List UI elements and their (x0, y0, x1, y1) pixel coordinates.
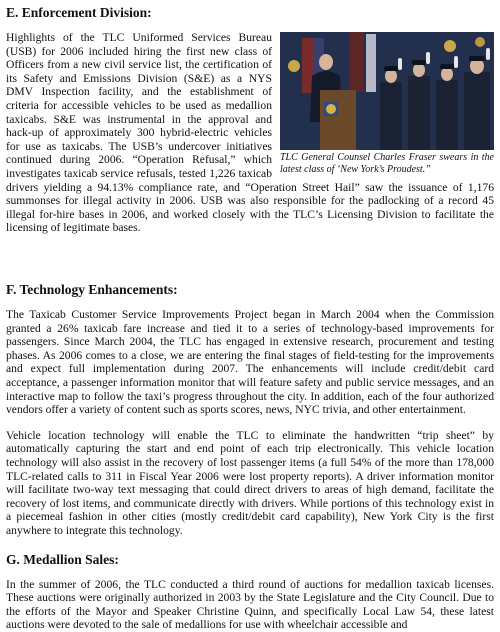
section-paragraph: In the summer of 2006, the TLC conducted a third round of auctions for medallion taxicab licenses. These auctions were originally authorized in 2003 by the State Legislature and the City Council. Due to the efforts of the Mayor and Speaker Christine Quinn, and specifically Local Law 54, these latest auctions were devoted to the sale of medallions for use with wheelchair accessible and (6, 577, 494, 632)
section-medallion-sales (6, 552, 494, 632)
section-paragraph: Highlights of the TLC Uniformed Services Bureau (USB) for 2006 included hiring the first new class of Officers from a new civil service list, the certification of its Safety and Emissions Division (S&E) as a NYS DMV Inspection facility, and the establishment of criteria for accessible vehicles to be used as medallion taxicabs. S&E was instrumental in the approval and hack-up of approximately 300 hybrid-electric vehicles for use as taxicabs. The USB’s undercover initiatives continued during 2006. “Operation Refusal,” which investigates taxicab service refusals, tested 1,226 taxicab drivers yielding a 94.13% compliance rate, and “Operation Street Hail” saw the issuance of 1,176 summonses for illegal activity in 2006. USB was also responsible for the padlocking of a record 45 illegal for-hire bases in 2006, and worked closely with the TLC’s Licensing Division to facilitate the licensing of legitimate bases. (6, 31, 494, 235)
section-heading: G. Medallion Sales: (6, 551, 119, 567)
section-paragraph: Vehicle location technology will enable the TLC to eliminate the handwritten “trip sheet” by automatically capturing the start and end point of each trip electronically. This vehicle location technology will also assist in the recovery of lost passenger items (a full 54% of the more than 178,000 TLC-related calls to 311 in Fiscal Year 2006 were lost property reports). A driver information monitor will facilitate two-way text messaging that could direct drivers to areas of high demand, facilitate the recovery of lost items, and communicate directly with drivers. While portions of this technology exist in a piecemeal fashion in other cities (mostly credit/debit card capability), New York City is the first anywhere to integrate this technology. (6, 428, 494, 537)
section-technology-enhancements (6, 282, 494, 538)
swearing-in-photo (280, 32, 494, 150)
section-heading: F. Technology Enhancements: (6, 282, 178, 297)
section-paragraph: The Taxicab Customer Service Improvements Project began in March 2004 when the Commission granted a 26% taxicab fare increase and tied it to a series of technology-based improvements for passengers. Since March 2004, the TLC has engaged in extensive research, procurement and testing phases. As 2006 comes to a close, we are entering the final stages of field-testing for the improvements and expect full implementation during 2007. The enhancements will include credit/debit card acceptance, a passenger information monitor that will feature safety and public service messages, and an interactive map to follow the taxi’s progress throughout the city. In addition, each of the four authorized vendors offer a variety of content such as sports scores, news, NYC trivia, and other entertainment. (6, 308, 494, 417)
section-heading: E. Enforcement Division: (6, 5, 152, 20)
photo-caption: TLC General Counsel Charles Fraser swears in the latest class of ‘New York’s Proudest.” (280, 152, 494, 175)
section-enforcement-division (6, 5, 494, 282)
photo-figure (280, 32, 494, 175)
document-page (6, 5, 494, 632)
photo-illustration (280, 32, 494, 150)
